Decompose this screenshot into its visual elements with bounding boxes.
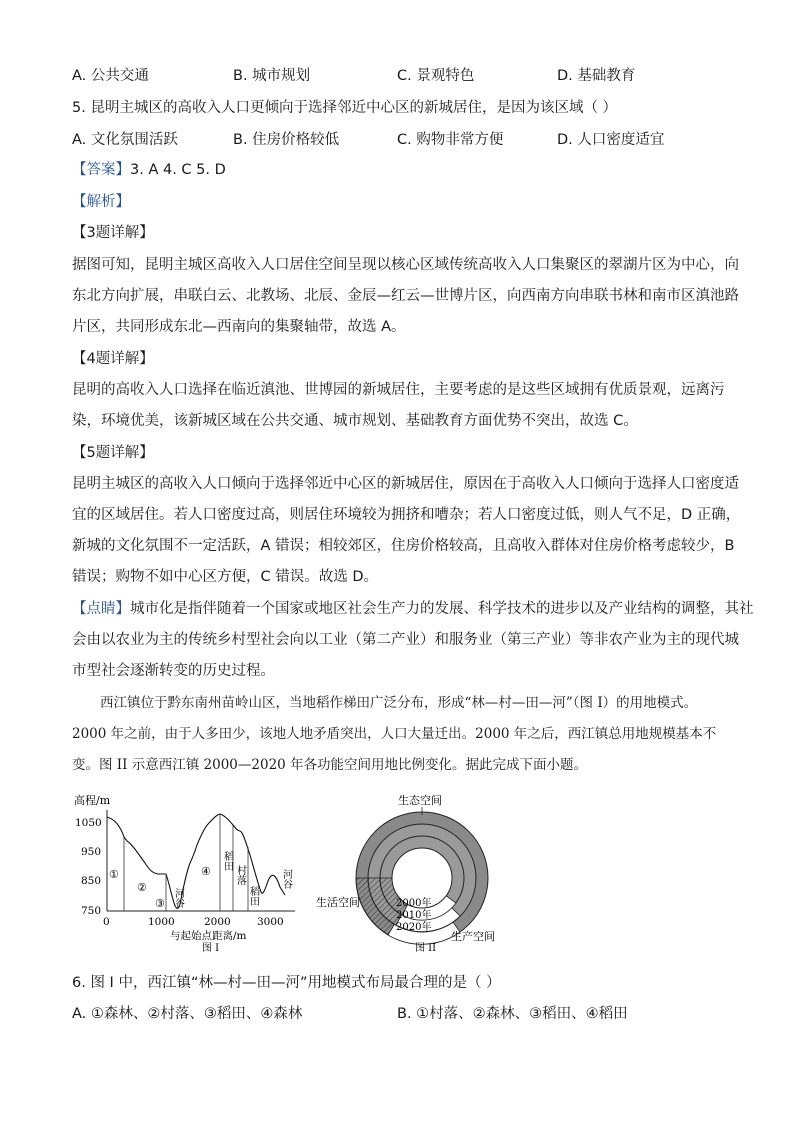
paddy-label: 稻田 [221,851,233,871]
fig1-xtick: 3000 [257,916,284,928]
zone-4-label: ④ [201,865,211,878]
fig1-xtick: 2000 [204,916,231,928]
fig2-caption: 图 II [415,943,437,954]
q4-option-c: C. 景观特色 [397,68,475,84]
figure-1-terrain-profile [70,785,310,955]
fig1-ylabel: 高程/m [74,794,111,807]
q5-option-c: C. 购物非常方便 [397,132,504,148]
answer-text: 3. A 4. C 5. D [130,162,226,178]
q5-detail-line: 宜的区域居住。若人口密度过高，则居住环境较为拥挤和嘈杂；若人口密度过低，则人气不足，D 正确， [72,507,741,523]
q3-detail-line: 片区，共同形成东北—西南向的集聚轴带，故选 A。 [72,319,406,335]
q6-option-b: B. ①村落、②森林、③稻田、④稻田 [397,1006,628,1022]
analysis-tag: 【解析】 [72,194,130,210]
q5-detail-tag: 【5题详解】 [72,445,154,461]
q4-detail-line: 染，环境优美，该新城区域在公共交通、城市规划、基础教育方面优势不突出，故选 C。 [72,413,638,429]
year-2000-label: 2000年 [396,898,432,909]
highlight-text: 城市化是指伴随着一个国家或地区社会生产力的发展、科学技术的进步以及产业结构的调整，其社 [130,601,754,617]
highlight-line: 会由以农业为主的传统乡村型社会向以工业（第二产业）和服务业（第三产业）等非农产业为主的现代城 [72,632,739,648]
zone-1-label: ① [109,868,119,881]
passage-line: 变。图 II 示意西江镇 2000—2020 年各功能空间用地比例变化。据此完成下面小题。 [72,757,588,773]
q5-detail-line: 昆明主城区的高收入人口倾向于选择邻近中心区的新城居住，原因在于高收入人口倾向于选择人口密度适 [72,476,739,492]
q3-detail-line: 据图可知，昆明主城区高收入人口居住空间呈现以核心区域传统高收入人口集聚区的翠湖片区为中心，向 [72,257,739,273]
fig1-caption: 图 I [202,943,220,954]
fig1-xlabel: 与起始点距离/m [170,930,247,942]
q5-option-a: A. 文化氛围活跃 [72,132,178,148]
fig1-ytick: 1050 [75,817,102,829]
q6-stem: 6. 图 I 中，西江镇“林—村—田—河”用地模式布局最合理的是（ ） [72,975,501,991]
q3-detail-tag: 【3题详解】 [72,225,154,241]
year-2010-label: 2010年 [396,910,432,921]
q5-option-b: B. 住房价格较低 [233,132,340,148]
eco-space-label: 生态空间 [398,794,442,807]
passage-line: 西江镇位于黔东南州苗岭山区，当地稻作梯田广泛分布，形成“林—村—田—河”（图 I）的用地模式。 [100,695,698,711]
figure-2-ring-chart [310,785,500,955]
passage-line: 2000 年之前，由于人多田少，该地人地矛盾突出，人口大量迁出。2000 年之后，西江镇总用地规模基本不 [72,726,717,742]
river-valley-label: 河谷 [172,888,184,908]
village-label: 村落 [234,865,246,885]
year-2020-label: 2020年 [396,922,432,933]
production-space-label: 生产空间 [451,930,495,943]
fig1-ytick: 950 [81,846,102,858]
q4-option-b: B. 城市规划 [233,68,311,84]
fig1-ytick: 750 [81,905,102,917]
q4-option-a: A. 公共交通 [72,68,149,84]
highlight-line [72,599,754,619]
q4-option-d: D. 基础教育 [557,68,636,84]
q5-stem: 5. 昆明主城区的高收入人口更倾向于选择邻近中心区的新城居住，是因为该区域（ ） [72,100,618,116]
highlight-tag: 【点睛】 [72,601,130,617]
answer-tag: 【答案】 [72,162,130,178]
fig1-ytick: 850 [81,875,102,887]
fig1-xtick: 0 [103,916,110,928]
fig1-xtick: 1000 [148,916,175,928]
q5-detail-line: 新城的文化氛围不一定活跃，A 错误；相较郊区，住房价格较高，且高收入群体对住房价格考虑较少，B [72,538,735,554]
living-space-label: 生活空间 [316,896,360,909]
highlight-line: 市型社会逐渐转变的历史过程。 [72,663,275,679]
river-valley-label: 河谷 [280,869,292,889]
q3-detail-line: 东北方向扩展，串联白云、北教场、北辰、金辰—红云—世博片区，向西南方向串联书林和南市区滇池路 [72,288,739,304]
q6-option-a: A. ①森林、②村落、③稻田、④森林 [72,1006,303,1022]
q4-detail-tag: 【4题详解】 [72,351,154,367]
q5-option-d: D. 人口密度适宜 [557,132,665,148]
paddy-label: 稻田 [247,886,259,906]
zone-2-label: ② [137,881,147,894]
zone-3-label: ③ [155,897,165,910]
q4-detail-line: 昆明的高收入人口选择在临近滇池、世博园的新城居住，主要考虑的是这些区域拥有优质景观，远离污 [72,382,725,398]
answer-line [72,160,226,180]
q5-detail-line: 错误；购物不如中心区方便，C 错误。故选 D。 [72,569,379,585]
